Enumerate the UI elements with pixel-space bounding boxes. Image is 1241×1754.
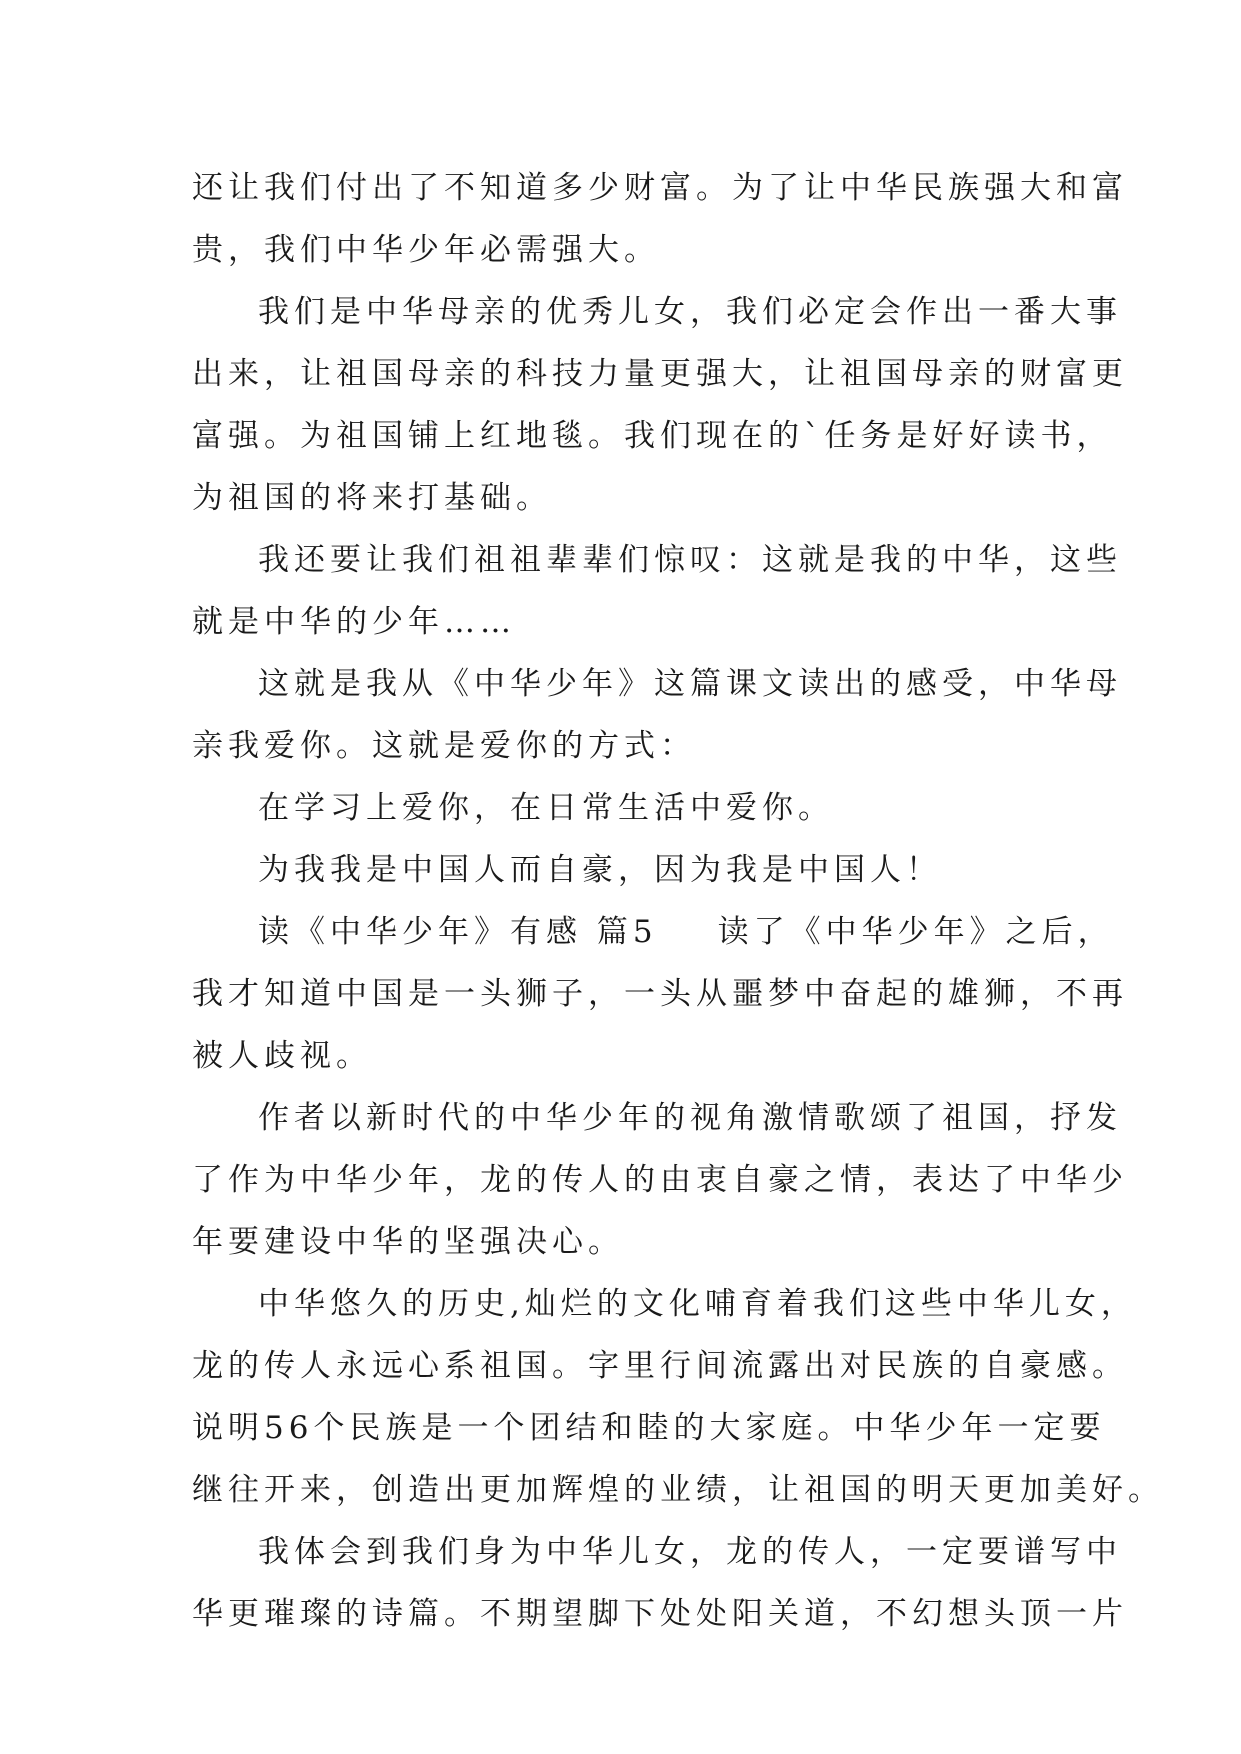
text-line-content: 龙的传人永远心系祖国。字里行间流露出对民族的自豪感。 [192,1348,1128,1384]
text-line [192,1025,1052,1087]
text-line [192,1459,1164,1521]
text-line-content: 说明56个民族是一个团结和睦的大家庭。中华少年一定要 [192,1410,1106,1446]
text-line [192,1583,1128,1645]
text-line-content: 贵，我们中华少年必需强大。 [192,232,660,268]
text-line-content: 在学习上爱你，在日常生活中爱你。 [258,790,834,826]
text-line [192,1273,1137,1335]
document-body [192,157,1164,1645]
text-line [192,1087,1122,1149]
text-line-content: 为我我是中国人而自豪，因为我是中国人！ [258,852,942,888]
text-line [192,901,1114,963]
text-line-content: 了作为中华少年，龙的传人的由衷自豪之情，表达了中华少 [192,1162,1128,1198]
text-line [192,343,1128,405]
text-line [192,1149,1128,1211]
text-line [192,777,1052,839]
text-line-continuation: 读了《中华少年》之后， [717,914,1114,950]
text-line [192,963,1128,1025]
text-line-content: 年要建设中华的坚强决心。 [192,1224,624,1260]
text-line-content: 就是中华的少年…… [192,604,516,640]
text-line-content: 还让我们付出了不知道多少财富。为了让中华民族强大和富 [192,170,1128,206]
text-line [192,467,1052,529]
text-line [192,839,1052,901]
text-line [192,653,1122,715]
text-line-content: 我体会到我们身为中华儿女，龙的传人，一定要谱写中 [258,1534,1122,1570]
text-line [192,1335,1128,1397]
text-line [192,591,1052,653]
text-line-content: 我还要让我们祖祖辈辈们惊叹：这就是我的中华，这些 [258,542,1122,578]
text-line-content: 为祖国的将来打基础。 [192,480,552,516]
text-line [192,157,1128,219]
text-line-content: 亲我爱你。这就是爱你的方式： [192,728,696,764]
text-line-content: 中华悠久的历史,灿烂的文化哺育着我们这些中华儿女， [258,1286,1137,1322]
text-line [192,529,1122,591]
text-line-content: 华更璀璨的诗篇。不期望脚下处处阳关道，不幻想头顶一片 [192,1596,1128,1632]
text-line-content: 这就是我从《中华少年》这篇课文读出的感受，中华母 [258,666,1122,702]
text-line-content: 我才知道中国是一头狮子，一头从噩梦中奋起的雄狮，不再 [192,976,1128,1012]
text-line [192,1521,1122,1583]
text-line [192,405,1113,467]
text-line-content: 富强。为祖国铺上红地毯。我们现在的`任务是好好读书， [192,418,1113,454]
text-line [192,219,1052,281]
text-line-content: 我们是中华母亲的优秀儿女，我们必定会作出一番大事 [258,294,1122,330]
text-line-content: 被人歧视。 [192,1038,372,1074]
text-line [192,281,1122,343]
text-line-content: 作者以新时代的中华少年的视角激情歌颂了祖国，抒发 [258,1100,1122,1136]
text-line [192,1397,1106,1459]
text-line-content: 读《中华少年》有感 篇5 [258,914,658,950]
text-line [192,1211,1052,1273]
text-line [192,715,1052,777]
text-line-content: 继往开来，创造出更加辉煌的业绩，让祖国的明天更加美好。 [192,1472,1164,1508]
text-line-content: 出来，让祖国母亲的科技力量更强大，让祖国母亲的财富更 [192,356,1128,392]
